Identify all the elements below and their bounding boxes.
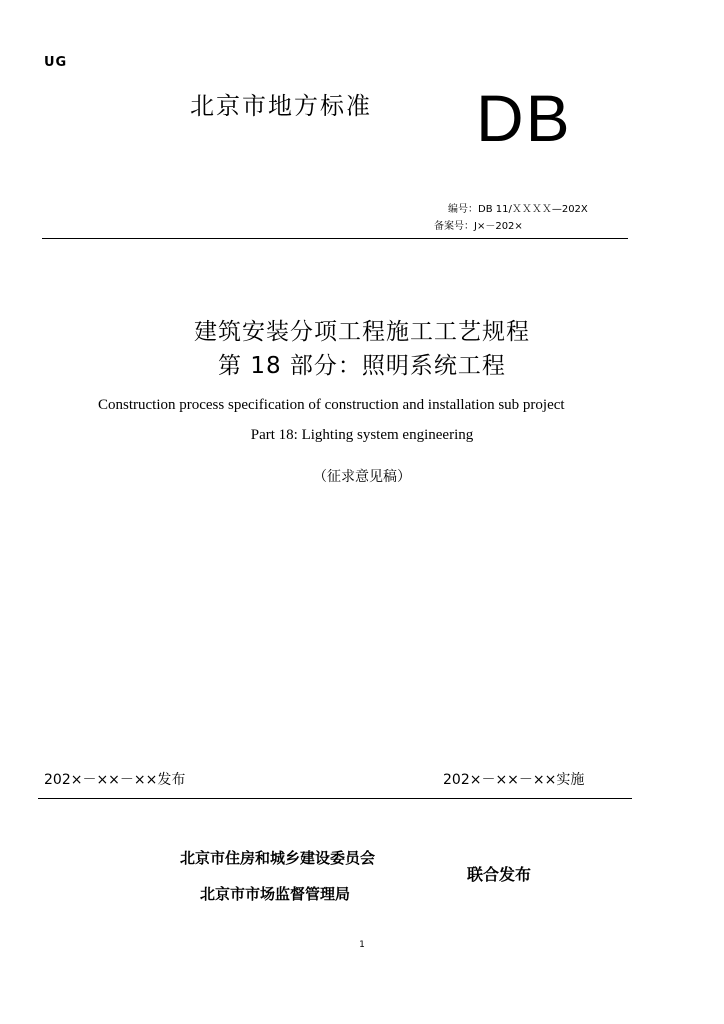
publisher-org-2: 北京市市场监督管理局	[200, 885, 351, 903]
record-number: 备案号：J×－202×	[434, 221, 523, 232]
cn-title-line-2: 第 18 部分：照明系统工程	[218, 353, 506, 379]
standard-type-title: 北京市地方标准	[190, 92, 372, 120]
en-title-line-1: Construction process specification of construction and installation sub project	[98, 397, 565, 413]
top-divider	[42, 238, 628, 239]
publisher-org-1: 北京市住房和城乡建设委员会	[180, 849, 376, 867]
standard-number: 编号：DB 11/ＸＸＸＸ—202X	[448, 204, 588, 215]
implement-date: 202×－××－××实施	[443, 772, 585, 788]
bottom-divider	[38, 798, 632, 799]
classification-code: UG	[44, 55, 68, 70]
db-logo: DB	[476, 81, 572, 155]
page-number: 1	[359, 940, 365, 950]
cn-title-line-1: 建筑安装分项工程施工工艺规程	[194, 319, 530, 345]
release-date: 202×－××－××发布	[44, 772, 186, 788]
en-title-line-2: Part 18: Lighting system engineering	[250, 427, 474, 443]
draft-status: （征求意见稿）	[313, 469, 411, 485]
joint-release-label: 联合发布	[467, 865, 532, 884]
